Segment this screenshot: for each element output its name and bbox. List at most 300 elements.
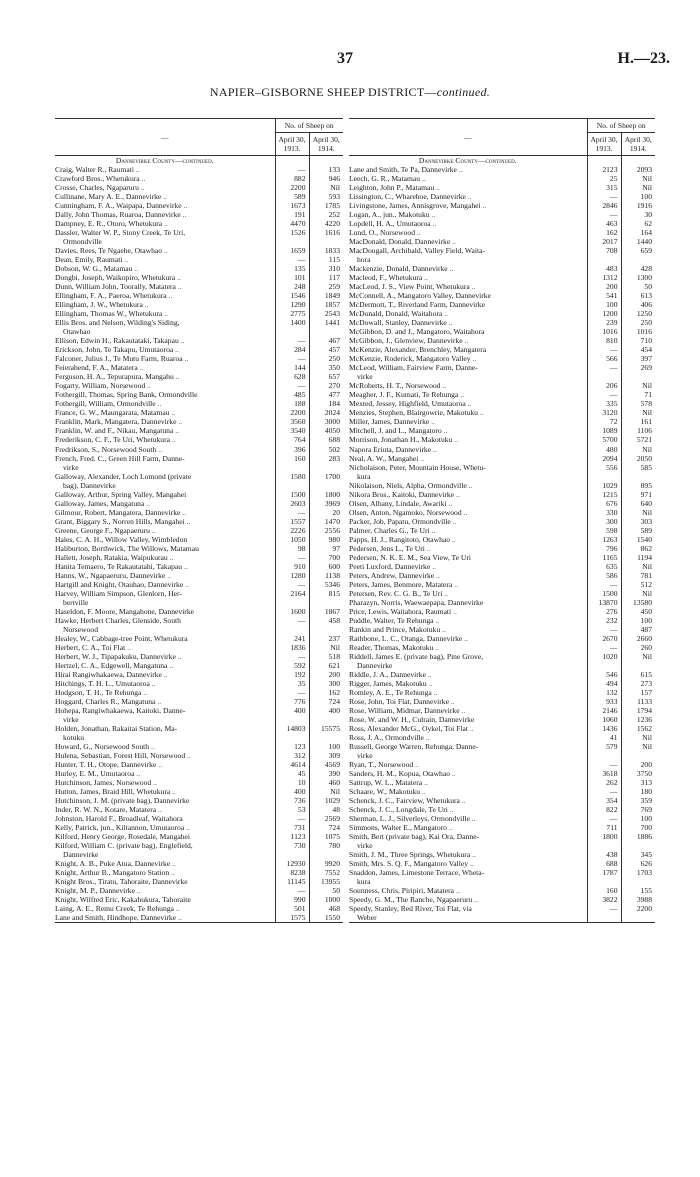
holder-name-text: Kilford, William C. (private bag), Englefield, <box>55 841 193 851</box>
holder-name <box>55 670 275 679</box>
holder-name-text: Greene, George F., Ngapaeruru <box>55 525 150 535</box>
document-reference: H.—23. <box>617 50 670 67</box>
holder-name <box>55 589 275 598</box>
sheep-1914: 100 <box>621 814 655 823</box>
sheep-1914: 1916 <box>621 201 655 210</box>
holder-name <box>349 192 587 201</box>
holder-name <box>349 625 587 634</box>
sheep-1913: — <box>587 814 621 823</box>
holder-name <box>55 643 275 652</box>
holder-name-text: Ross, J. A., Ormondville <box>349 733 424 742</box>
year-1914-header: April 30, 1914. <box>621 133 655 156</box>
holder-name-text: kura <box>357 877 371 887</box>
holder-name-text: Dongbi, Joseph, Waikopiro, Whetukura <box>55 273 176 283</box>
table-row <box>349 823 655 832</box>
holder-name-text: Macleod, F., Whetukura <box>349 273 423 283</box>
sheep-1914 <box>309 598 343 607</box>
sheep-1914 <box>621 472 655 481</box>
sheep-1914: 1886 <box>621 832 655 841</box>
holder-name-text: French, Fred. C., Green Hill Farm, Danne- <box>55 453 185 463</box>
holder-name <box>349 670 587 679</box>
holder-name <box>55 868 275 877</box>
table-row <box>55 544 343 553</box>
sheep-1914: Nil <box>621 445 655 454</box>
holder-name <box>349 868 587 877</box>
sheep-1914: 270 <box>309 381 343 390</box>
sheep-1914: 657 <box>309 372 343 381</box>
sheep-1914: 180 <box>621 787 655 796</box>
leader-dots: .. <box>168 291 173 301</box>
holder-name <box>55 571 275 580</box>
sheep-1913: 98 <box>275 544 309 553</box>
table-row <box>349 895 655 904</box>
table-row <box>55 517 343 526</box>
table-row <box>349 390 655 399</box>
sheep-1913: 25 <box>587 174 621 183</box>
sheep-1913: 546 <box>587 670 621 679</box>
leader-dots: .. <box>425 733 430 742</box>
holder-name <box>349 850 587 859</box>
leader-dots: .. <box>472 354 477 364</box>
table-row <box>55 607 343 616</box>
table-row <box>349 454 655 463</box>
table-row <box>55 805 343 814</box>
table-row <box>55 634 343 643</box>
leader-dots: .. <box>147 381 151 391</box>
holder-name <box>349 445 587 454</box>
table-row <box>349 463 655 472</box>
holder-name-text: Grant, Biggary S., Norren Hills, Mangahei <box>55 516 185 526</box>
holder-name-text: Lane and Smith, Hindhope, Dannevirke <box>55 913 177 923</box>
sheep-1913: 191 <box>275 210 309 219</box>
sheep-1914: 1550 <box>309 913 343 923</box>
table-row <box>349 886 655 895</box>
sheep-1914: 895 <box>621 481 655 490</box>
leader-dots: .. <box>171 868 175 878</box>
sheep-1913: 239 <box>587 318 621 327</box>
leader-dots: .. <box>450 696 455 706</box>
leader-dots: .. <box>448 318 453 328</box>
holder-name-text: Laing, A. E., Remu Creek, Te Rehunga <box>55 904 174 914</box>
holder-name <box>55 490 275 499</box>
sheep-1914: 97 <box>309 544 343 553</box>
sheep-1914: 5346 <box>309 580 343 589</box>
table-row <box>55 841 343 850</box>
sheep-1913: 8238 <box>275 868 309 877</box>
sheep-1913: 53 <box>275 805 309 814</box>
holder-name-text: Hitchings, T. H. L., Umutaoroa <box>55 678 150 688</box>
leader-dots: .. <box>163 192 167 202</box>
sheep-1914 <box>309 733 343 742</box>
holder-name <box>349 724 587 733</box>
holder-name-text: bertville <box>63 597 89 607</box>
sheep-1913 <box>275 850 309 859</box>
leader-dots: .. <box>136 886 141 896</box>
holder-name-text: Hulena, Sebastian, Forest Hill, Norsewood <box>55 751 186 761</box>
holder-name-text: Dassler, Walter W. P., Stony Creek, Te Uri, <box>55 228 186 238</box>
table-row <box>349 526 655 535</box>
leader-dots: .. <box>180 336 185 346</box>
sheep-1914: 13955 <box>309 877 343 886</box>
holder-name <box>55 237 275 246</box>
sheep-1914: 4569 <box>309 760 343 769</box>
sheep-1914: 600 <box>309 562 343 571</box>
sheep-1913: 764 <box>275 435 309 444</box>
holder-name <box>349 535 587 544</box>
sheep-1913: 160 <box>587 886 621 895</box>
leader-dots: .. <box>175 426 180 436</box>
table-row <box>349 643 655 652</box>
sheep-1914: 1833 <box>309 246 343 255</box>
sheep-1914: 359 <box>621 796 655 805</box>
sheep-1913: 3618 <box>587 769 621 778</box>
leader-dots: .. <box>432 561 436 571</box>
table-row <box>55 778 343 787</box>
holder-name <box>55 742 275 751</box>
sheep-1913: 708 <box>587 246 621 255</box>
holder-name <box>349 652 587 661</box>
table-row <box>349 535 655 544</box>
holder-name <box>349 327 587 336</box>
holder-name-text: Knight, M. P., Dannevirke <box>55 886 135 896</box>
sheep-1913: 2775 <box>275 309 309 318</box>
holder-name <box>55 679 275 688</box>
sheep-1913: — <box>275 814 309 823</box>
table-row <box>55 751 343 760</box>
sheep-1914: 4220 <box>309 219 343 228</box>
holder-name-text: Papps, H. J., Rangitoto, Otawhao <box>349 534 451 544</box>
sheep-1913: 10 <box>275 778 309 787</box>
holder-name-text: MacDonald, Donald, Dannevirke <box>349 237 451 247</box>
holder-name <box>55 372 275 381</box>
leader-dots: .. <box>127 642 131 652</box>
table-row <box>349 562 655 571</box>
table-row <box>55 255 343 264</box>
sheep-1914: 688 <box>309 435 343 444</box>
leader-dots: .. <box>463 507 468 517</box>
holder-name-text: Dally, John Thomas, Ruaroa, Dannevirke <box>55 210 181 220</box>
sheep-1913: 1600 <box>275 607 309 616</box>
holder-name-text: Rose, William, Midmar, Dannevirke <box>349 705 460 715</box>
holder-name <box>55 904 275 913</box>
holder-name-text: Hartgill and Knight, Otauhao, Dannevirke <box>55 579 184 589</box>
sheep-1913 <box>587 841 621 850</box>
sheep-1913 <box>275 598 309 607</box>
holder-name <box>55 688 275 697</box>
holder-name-text: Riddell, James E. (private bag), Pine Grove, <box>349 651 484 661</box>
leader-dots: .. <box>442 381 447 391</box>
holder-name-text: Sattrup, W. L., Matatera <box>349 778 423 788</box>
leader-dots: .. <box>167 570 171 580</box>
sheep-1913: 160 <box>275 454 309 463</box>
holder-name <box>55 841 275 850</box>
table-row <box>349 607 655 616</box>
sheep-1913: 2146 <box>587 706 621 715</box>
sheep-1914 <box>621 841 655 850</box>
holder-name-text: Smith, Bert (private bag), Kai Ora, Danne- <box>349 832 480 842</box>
sheep-1913: 312 <box>275 751 309 760</box>
holder-name-text: Hutchinson, James, Norsewood <box>55 778 152 788</box>
holder-name-text: Mexted, Jessey, Highfield, Umutaoroa <box>349 399 466 409</box>
holder-name-text: Haliburton, Borthwick, The Willows, Matamau <box>55 543 199 553</box>
holder-name-text: Otawhao <box>63 327 91 337</box>
holder-name-text: Howard, G., Norsewood South <box>55 742 150 752</box>
sheep-1913: 1200 <box>587 309 621 318</box>
table-row <box>55 571 343 580</box>
table-row <box>55 598 343 607</box>
table-row <box>55 165 343 174</box>
sheep-1914: 1300 <box>621 273 655 282</box>
holder-name-text: Healey, W., Cabbage-tree Point, Whetukura <box>55 633 188 643</box>
table-row <box>55 643 343 652</box>
holder-name-text: Sanders, H. M., Kopua, Otawhao <box>349 769 451 779</box>
sheep-1914: 161 <box>621 417 655 426</box>
leader-dots: .. <box>458 165 463 175</box>
holder-name <box>349 246 587 255</box>
holder-name <box>55 625 275 634</box>
table-row <box>55 688 343 697</box>
leader-dots: .. <box>187 751 191 761</box>
sheep-1914: 615 <box>621 670 655 679</box>
sheep-1913: 501 <box>275 904 309 913</box>
holder-name-text: McRoberts, H. T., Norsewood <box>349 381 441 391</box>
sheep-1914: 3000 <box>309 417 343 426</box>
sheep-1914: 1800 <box>309 490 343 499</box>
holder-name-text: Franklin, Mark, Mangatera, Dannevirke <box>55 417 177 427</box>
sheep-1913: 315 <box>587 183 621 192</box>
sheep-1914: 1029 <box>309 796 343 805</box>
sheep-1914: Nil <box>621 183 655 192</box>
holder-name-text: Russell, George Warren, Rehunga, Danne- <box>349 742 479 752</box>
leader-dots: .. <box>453 606 457 616</box>
holder-name-text: Simmons, Walter E., Mangatoro <box>349 823 447 833</box>
sheep-1914: 724 <box>309 823 343 832</box>
holder-name-text: Dannevirke <box>357 660 393 670</box>
holder-name-text: France, G. W., Maungarata, Matamau <box>55 408 170 418</box>
leader-dots: .. <box>141 174 146 184</box>
sheep-1914: 313 <box>621 778 655 787</box>
holder-name <box>349 463 587 472</box>
leader-dots: .. <box>431 210 436 220</box>
sheep-1913 <box>275 733 309 742</box>
table-row <box>349 715 655 724</box>
sheep-1914: 117 <box>309 273 343 282</box>
sheep-1913: 162 <box>587 228 621 237</box>
leader-dots: .. <box>164 246 168 256</box>
holder-name <box>55 751 275 760</box>
table-row <box>349 661 655 670</box>
table-row <box>55 246 343 255</box>
table-row <box>55 363 343 372</box>
holder-name <box>349 363 587 372</box>
sheep-1913 <box>587 751 621 760</box>
sheep-1913: — <box>587 210 621 219</box>
holder-name <box>349 390 587 399</box>
holder-name <box>349 814 587 823</box>
leader-dots: .. <box>186 823 190 833</box>
leader-dots: .. <box>469 859 474 869</box>
holder-name <box>349 183 587 192</box>
table-row <box>55 796 343 805</box>
leader-dots: .. <box>177 282 182 292</box>
sheep-1913: 711 <box>587 823 621 832</box>
holder-name-text: Sherman, L. J., Silverleys, Ormondville <box>349 814 470 824</box>
table-row <box>349 625 655 634</box>
table-row <box>55 859 343 868</box>
holder-name <box>349 607 587 616</box>
leader-dots: .. <box>454 435 459 445</box>
leader-dots: .. <box>451 534 456 544</box>
sheep-1914: 50 <box>309 886 343 895</box>
sheep-1914: 1700 <box>309 472 343 481</box>
table-row <box>349 787 655 796</box>
holder-name <box>349 706 587 715</box>
sheep-1913: 1312 <box>587 273 621 282</box>
leader-dots: .. <box>184 354 189 364</box>
leader-dots: .. <box>431 417 435 427</box>
sheep-1914: 164 <box>621 228 655 237</box>
sheep-1913: 1500 <box>587 589 621 598</box>
holder-name <box>349 697 587 706</box>
table-row <box>349 246 655 255</box>
holder-name <box>349 165 587 174</box>
table-row <box>55 850 343 859</box>
sheep-1913: 241 <box>275 634 309 643</box>
sheep-1913: 1659 <box>275 246 309 255</box>
table-row <box>349 724 655 733</box>
holder-name-text: Puddle, Walter, Te Rehunga <box>349 615 434 625</box>
sheep-1914: Nil <box>309 787 343 796</box>
table-row <box>349 318 655 327</box>
sheep-1913: 731 <box>275 823 309 832</box>
sheep-1914: 200 <box>621 760 655 769</box>
holder-name <box>349 589 587 598</box>
holder-name <box>349 562 587 571</box>
sheep-1914: 9920 <box>309 859 343 868</box>
holder-name-text: Gilmour, Robert, Mangatera, Dannevirke <box>55 507 181 517</box>
sheep-1914: 30 <box>621 210 655 219</box>
sheep-1913: 1546 <box>275 291 309 300</box>
holder-name-text: Price, Lewis, Waitahora, Raumati <box>349 606 452 616</box>
sheep-1914: 100 <box>621 616 655 625</box>
holder-name <box>349 895 587 904</box>
holder-name <box>55 805 275 814</box>
sheep-1914: 15575 <box>309 724 343 733</box>
sheep-1914: 2024 <box>309 408 343 417</box>
table-row <box>349 363 655 372</box>
holder-name <box>55 661 275 670</box>
table-row <box>349 634 655 643</box>
table-row <box>349 589 655 598</box>
sheep-1914: 1000 <box>309 895 343 904</box>
sheep-1914: 259 <box>309 282 343 291</box>
holder-name-text: McConnell, A., Mangatoro Valley, Dannevirke <box>349 291 491 301</box>
table-row <box>349 228 655 237</box>
leader-dots: .. <box>177 273 181 283</box>
sheep-1914: 397 <box>621 354 655 363</box>
sheep-1914: 626 <box>621 859 655 868</box>
sheep-1914: 2569 <box>309 814 343 823</box>
table-row <box>349 814 655 823</box>
sheep-1914: 450 <box>621 607 655 616</box>
leader-dots: .. <box>135 165 140 175</box>
sheep-1914: 1562 <box>621 724 655 733</box>
holder-name <box>349 318 587 327</box>
sheep-1913: 248 <box>275 282 309 291</box>
leader-dots: .. <box>469 723 474 733</box>
holder-name-text: Dampney, E. R., Otoro, Whetukura <box>55 219 163 229</box>
table-row <box>349 913 655 923</box>
sheep-1913: 1436 <box>587 724 621 733</box>
sheep-1914: 300 <box>309 679 343 688</box>
sheep-1914: 5721 <box>621 435 655 444</box>
holder-name-text: McKenzie, Roderick, Mangatoro Valley <box>349 354 471 364</box>
table-row <box>55 508 343 517</box>
leader-dots: .. <box>182 507 187 517</box>
leader-dots: .. <box>177 651 182 661</box>
sheep-1914: 467 <box>309 336 343 345</box>
holder-name <box>349 760 587 769</box>
sheep-1913: 14803 <box>275 724 309 733</box>
holder-name <box>55 607 275 616</box>
sheep-1913: 1280 <box>275 571 309 580</box>
sheep-1913: — <box>275 688 309 697</box>
sheep-1913: 188 <box>275 399 309 408</box>
holder-name-text: Fothergill, William, Ormondville <box>55 399 156 409</box>
sheep-1913: 882 <box>275 174 309 183</box>
sheep-1913: 192 <box>275 670 309 679</box>
holder-name-text: Cunningham, F. A., Waipapa, Dannevirke <box>55 201 182 211</box>
holder-name <box>55 778 275 787</box>
holder-name-text: Hutton, James, Braid Hill, Whetukura <box>55 787 171 797</box>
table-row <box>349 426 655 435</box>
table-row <box>349 697 655 706</box>
sheep-1914: 250 <box>621 318 655 327</box>
table-row <box>55 490 343 499</box>
sheep-1914: 2543 <box>309 309 343 318</box>
holder-name <box>349 201 587 210</box>
table-row <box>55 174 343 183</box>
holder-name-text: Schenck, J. C., Longdale, Te Uri <box>349 805 448 815</box>
table-row <box>349 778 655 787</box>
table-row <box>55 282 343 291</box>
table-row <box>55 697 343 706</box>
sheep-1914: 1016 <box>621 327 655 336</box>
holder-name <box>55 553 275 562</box>
table-row <box>55 219 343 228</box>
sheep-1914 <box>621 877 655 886</box>
holder-name-text: Rathbone, L. C., Otanga, Dannevirke <box>349 633 463 643</box>
holder-name-text: Hertzel, C. A., Edgewell, Mangatuna <box>55 660 168 670</box>
left-table-body <box>55 156 343 923</box>
sheep-1914: Nil <box>621 174 655 183</box>
holder-name-text: Kelly, Patrick, jun., Kiltannon, Umutaoroa <box>55 823 185 833</box>
holder-name <box>55 300 275 309</box>
sheep-1914: 518 <box>309 652 343 661</box>
table-row <box>349 616 655 625</box>
holder-name-text: Olsen, Albany, Lindale, Awariki <box>349 498 447 508</box>
table-row <box>349 832 655 841</box>
sheep-1914: 1075 <box>309 832 343 841</box>
leader-dots: .. <box>427 669 432 679</box>
holder-name-text: McLeod, William, Fairview Farm, Danne- <box>349 363 478 373</box>
sheep-1914: 589 <box>621 526 655 535</box>
sheep-1913: 2164 <box>275 589 309 598</box>
section-header-row <box>55 156 343 166</box>
holder-name <box>349 454 587 463</box>
holder-name <box>349 282 587 291</box>
leader-dots: .. <box>431 525 436 535</box>
